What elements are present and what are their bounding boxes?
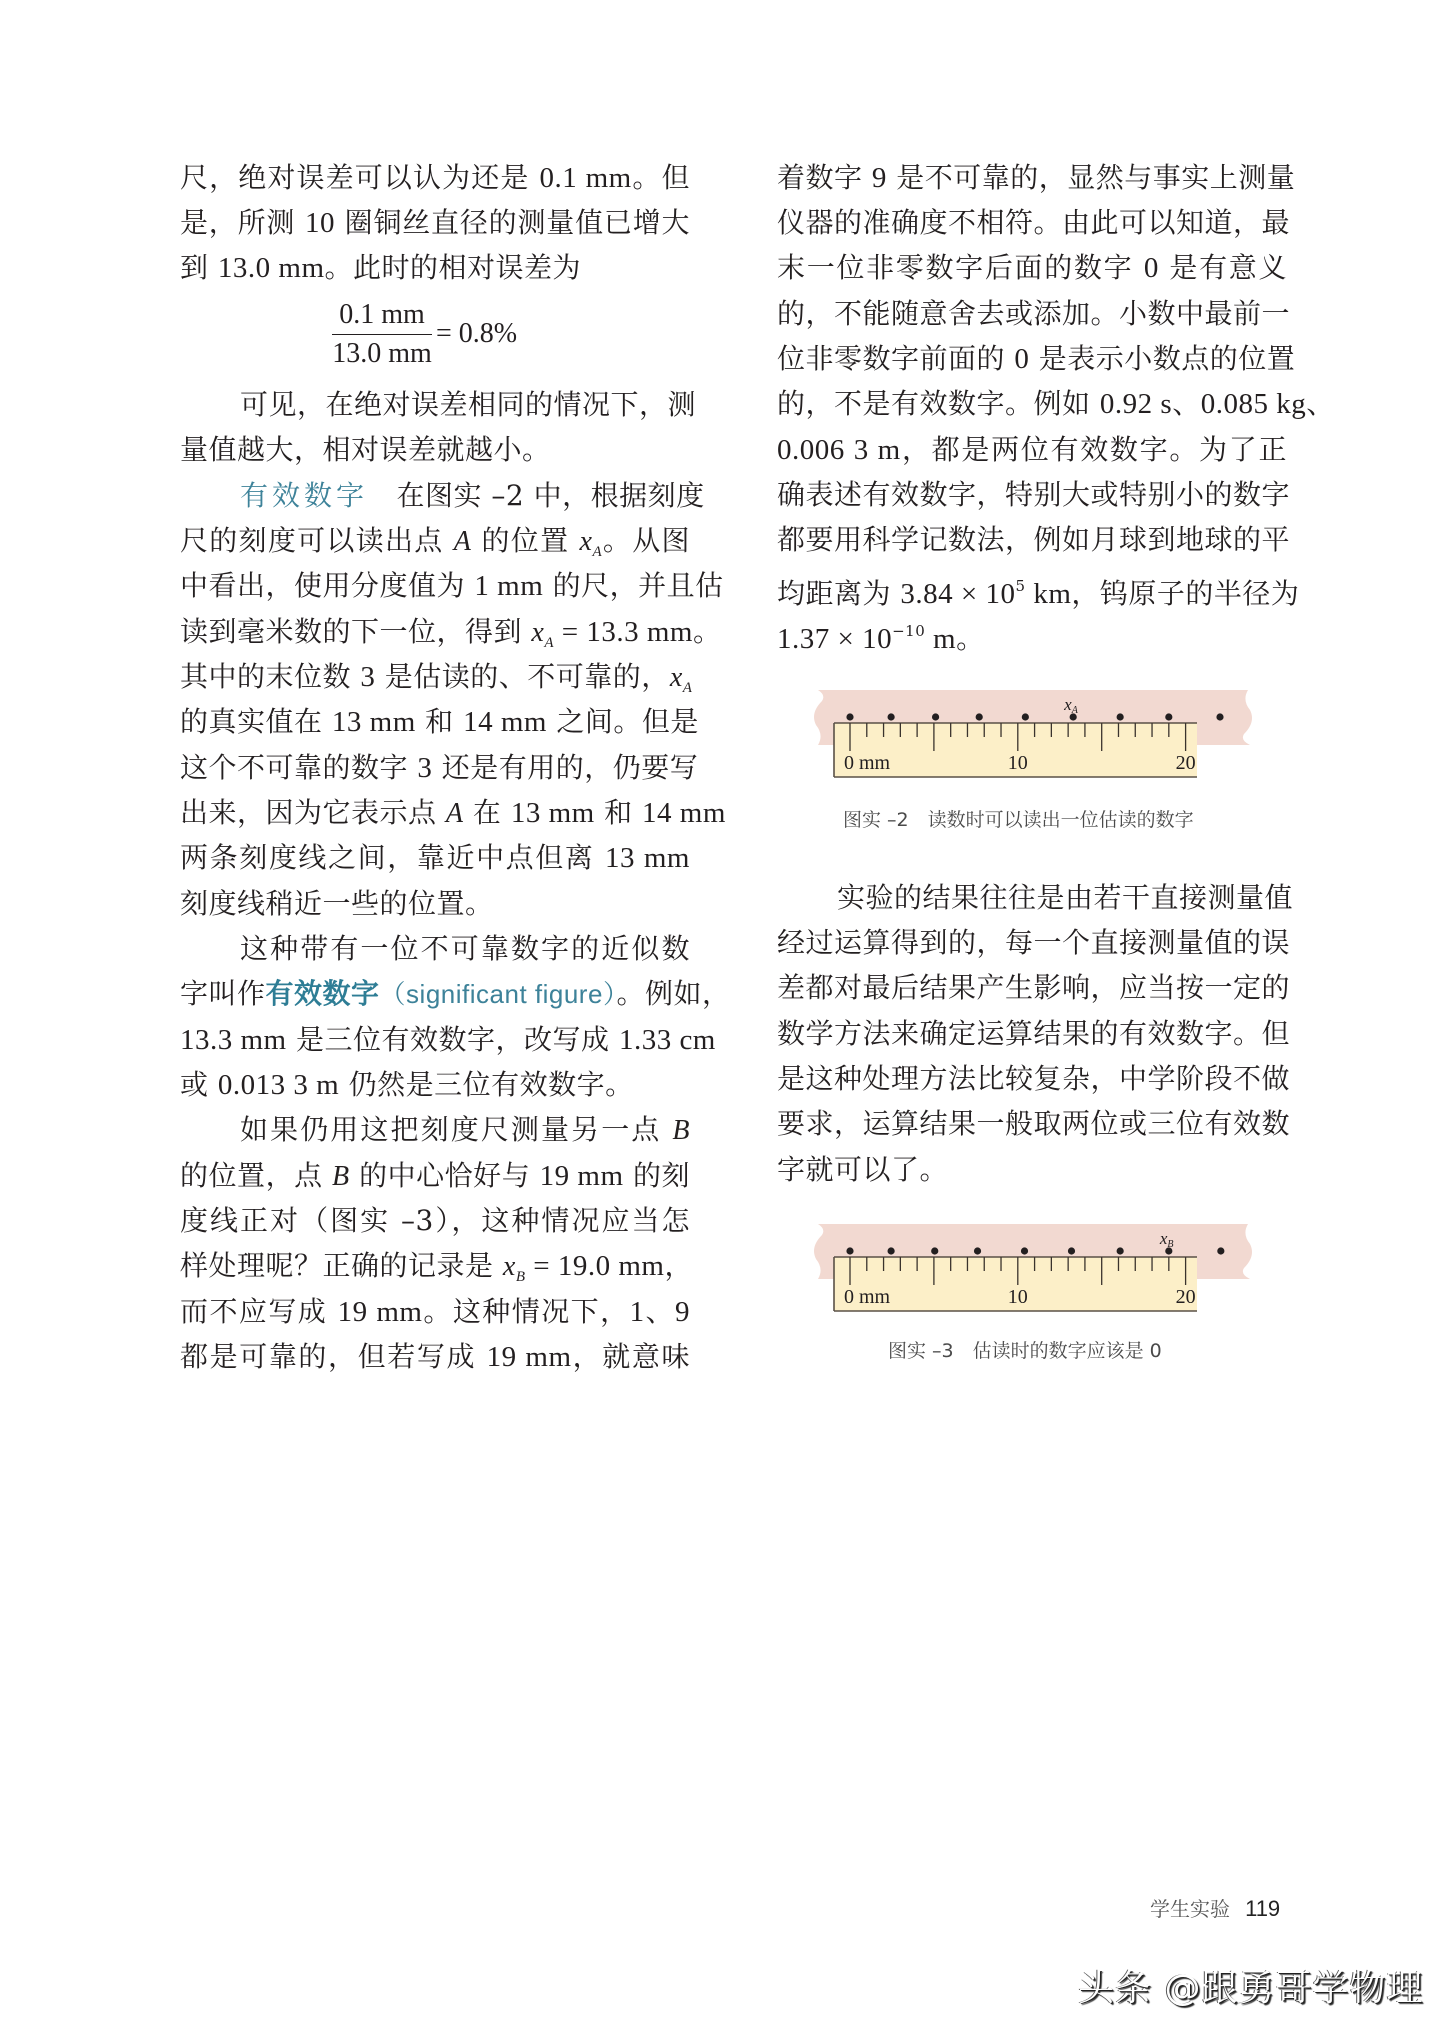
text-line <box>777 156 1296 200</box>
text-line <box>180 474 705 518</box>
text-run: 是，所测 <box>180 206 305 239</box>
text-run: 出来，因为它表示点 <box>180 796 446 829</box>
text-line <box>180 700 699 744</box>
text-run: 13.0 mm <box>217 252 325 284</box>
text-line <box>180 1108 690 1152</box>
text-run: 。例如， <box>616 977 731 1010</box>
text-line <box>180 1063 690 1107</box>
page-footer <box>1150 1893 1280 1922</box>
text-run: 的尺，并且估 <box>543 569 724 602</box>
text-run: 的，不能随意舍去或添加。小数中最前一 <box>777 297 1291 330</box>
text-run: 。从图 <box>602 524 690 557</box>
text-run: x <box>669 662 683 693</box>
text-run: 1.33 cm <box>618 1024 716 1056</box>
text-run: 字就可以了。 <box>777 1153 949 1186</box>
tape-dot <box>846 713 853 720</box>
text-run: 0.92 s <box>1099 388 1173 420</box>
section-label: 学生实验 <box>1150 1897 1230 1921</box>
text-run: 14 mm <box>463 706 547 738</box>
text-line <box>777 473 1291 517</box>
fraction-bar <box>332 334 432 335</box>
text-run: km <box>1025 578 1072 610</box>
text-run: 13 mm <box>605 842 690 874</box>
key-term: 有效数字 <box>240 479 369 512</box>
tick-label: 0 mm <box>844 1286 891 1308</box>
text-run: 0 <box>1143 252 1159 284</box>
text-run: A <box>682 680 693 696</box>
text-run: 。此时的相对误差为 <box>324 251 582 284</box>
text-run: 9 <box>871 162 887 194</box>
text-line <box>180 428 690 472</box>
text-line <box>180 246 690 290</box>
text-run: 这个不可靠的数字 <box>180 751 418 784</box>
text-run: 在图实 –2 中，根据刻度 <box>368 479 705 512</box>
text-run: 数学方法来确定运算结果的有效数字。但 <box>777 1017 1291 1050</box>
fig-3-caption: 图实 –3 估读时的数字应该是 0 <box>888 1340 1162 1362</box>
text-run: 的中心恰好与 <box>349 1159 540 1192</box>
text-line <box>180 156 690 200</box>
text-run: 14 mm <box>642 797 726 829</box>
text-run: 3 <box>360 661 376 693</box>
ruler-diagram <box>810 688 1260 783</box>
text-line <box>180 564 724 608</box>
text-run: 是这种处理方法比较复杂，中学阶段不做 <box>777 1062 1291 1095</box>
tape-dot <box>931 1247 938 1254</box>
text-run: 着数字 <box>777 161 872 194</box>
text-line <box>180 201 690 245</box>
text-run: 。 <box>693 615 722 648</box>
text-run: 都是可靠的，但若写成 <box>180 1340 487 1373</box>
text-run: 位非零数字前面的 <box>777 342 1015 375</box>
tape-dot <box>976 713 983 720</box>
page-number: 119 <box>1245 1896 1281 1921</box>
text-run: significant figure <box>406 979 603 1009</box>
tape-dot <box>1217 1247 1224 1254</box>
text-run: 刻度线稍近一些的位置。 <box>180 887 494 920</box>
text-run: 圈铜丝直径的测量值已增大 <box>334 206 691 239</box>
text-line <box>180 791 726 835</box>
text-line <box>180 972 731 1016</box>
text-line <box>777 382 1335 426</box>
text-line <box>777 246 1287 290</box>
text-run: 的真实值在 <box>180 705 332 738</box>
text-line <box>180 1335 690 1379</box>
text-line <box>180 519 690 563</box>
text-line <box>180 1154 690 1198</box>
text-run: （ <box>379 979 407 1009</box>
text-run: 实验的结果往往是由若干直接测量值 <box>837 881 1294 914</box>
text-line <box>180 383 697 427</box>
fig-2-caption: 图实 –2 读数时可以读出一位估读的数字 <box>843 809 1194 831</box>
text-run: 度线正对（图实 –3），这种情况应当怎 <box>180 1204 690 1237</box>
text-run: 是表示小数点的位置 <box>1029 342 1296 375</box>
text-run: 样处理呢？正确的记录是 <box>180 1249 503 1282</box>
text-line <box>180 882 690 926</box>
text-line <box>777 1012 1291 1056</box>
text-run: ， <box>664 1249 694 1282</box>
tape-dot <box>1068 1247 1075 1254</box>
text-run: 的位置 <box>471 524 580 557</box>
text-run: 0.085 kg <box>1200 388 1307 420</box>
point-label: xB <box>1159 1229 1174 1250</box>
text-run: 如果仍用这把刻度尺测量另一点 <box>240 1113 673 1146</box>
text-run: 这种带有一位不可靠数字的近似数 <box>240 932 690 965</box>
text-line <box>180 655 693 699</box>
tape-dot <box>846 1247 853 1254</box>
tape-dot <box>1117 1247 1124 1254</box>
tape-dot <box>888 713 895 720</box>
text-line <box>180 1290 690 1334</box>
text-run: 仍然是三位有效数字。 <box>339 1068 634 1101</box>
text-line <box>777 292 1291 336</box>
text-line <box>180 1018 716 1062</box>
text-run: 13 mm <box>331 706 416 738</box>
text-run: 0.013 3 m <box>217 1069 340 1101</box>
text-run: 到 <box>180 251 218 284</box>
tape-dot <box>1022 713 1029 720</box>
text-run: ，就意味 <box>571 1340 690 1373</box>
text-line <box>777 1057 1291 1101</box>
text-run: 中看出，使用分度值为 <box>180 569 475 602</box>
text-run: = 13.3 mm <box>554 616 693 648</box>
point-label: xA <box>1064 695 1078 716</box>
tape-dot <box>1117 713 1124 720</box>
tick-label: 20 <box>1175 752 1196 774</box>
text-line <box>777 966 1291 1010</box>
text-run: 量值越大，相对误差就越小。 <box>180 433 551 466</box>
text-run: ） <box>602 979 617 1009</box>
text-run: 13.3 mm <box>180 1024 287 1056</box>
text-run: 0.006 3 m <box>777 434 901 466</box>
text-line <box>777 518 1291 562</box>
tick-label: 10 <box>1007 1286 1028 1308</box>
text-run: 的，不是有效数字。例如 <box>777 387 1100 420</box>
text-run: 13 mm <box>510 797 595 829</box>
tape-dot <box>888 1247 895 1254</box>
text-run: 的位置，点 <box>180 1159 333 1192</box>
text-line <box>777 1148 1287 1192</box>
tick-label: 20 <box>1175 1286 1196 1308</box>
text-run: x <box>502 1251 516 1282</box>
text-run: 是有意义 <box>1158 251 1287 284</box>
text-run: 、 <box>1306 387 1335 420</box>
fig-2-ruler-figure <box>810 688 1260 783</box>
text-run: 是三位有效数字，改写成 <box>286 1023 619 1056</box>
text-run: 在 <box>463 796 511 829</box>
text-line <box>777 609 1287 653</box>
text-run: 而不应写成 <box>180 1295 338 1328</box>
text-run: 3 <box>417 752 433 784</box>
text-run: 还是有用的，仍要写 <box>432 751 699 784</box>
text-run: A <box>445 798 464 829</box>
text-run: 可见，在绝对误差相同的情况下，测 <box>240 388 697 421</box>
text-line <box>777 1102 1291 1146</box>
text-line <box>777 564 1300 610</box>
text-run: B <box>672 1115 690 1146</box>
text-line <box>180 746 699 790</box>
text-run: 仪器的准确度不相符。由此可以知道，最 <box>777 206 1291 239</box>
fig-3-ruler-figure <box>810 1222 1260 1317</box>
key-term: 有效数字 <box>265 977 380 1010</box>
text-run: x <box>531 617 545 648</box>
text-run: 10 <box>304 207 335 239</box>
text-run: 字叫作 <box>180 977 266 1010</box>
tick-label: 10 <box>1007 752 1028 774</box>
text-line <box>180 1244 694 1288</box>
text-run: ，钨原子的半径为 <box>1071 577 1300 610</box>
text-run: 1.37 × 10 <box>777 623 893 655</box>
text-run: 、 <box>1172 387 1201 420</box>
text-line <box>180 836 690 880</box>
text-run: 19 mm <box>337 1296 423 1328</box>
text-line <box>777 876 1294 920</box>
text-run: 读到毫米数的下一位，得到 <box>180 615 532 648</box>
text-run: 和 <box>594 796 643 829</box>
tape-dot <box>1216 713 1223 720</box>
text-run: B <box>332 1161 350 1192</box>
text-run: A <box>544 635 555 651</box>
text-run: 3.84 × 10 <box>900 578 1016 610</box>
text-run: 。这种情况下， <box>422 1295 630 1328</box>
text-run: 。 <box>956 622 985 655</box>
text-run: 之间。但是 <box>546 705 699 738</box>
fraction <box>332 298 432 371</box>
fraction-numerator: 0.1 mm <box>339 299 425 330</box>
tape-dot <box>974 1247 981 1254</box>
text-run: 19 mm <box>486 1341 572 1373</box>
text-line <box>180 610 722 654</box>
text-line <box>777 201 1291 245</box>
fraction-denominator: 13.0 mm <box>332 338 432 369</box>
tape-dot <box>932 713 939 720</box>
text-run: x <box>579 526 593 557</box>
text-run: 差都对最后结果产生影响，应当按一定的 <box>777 971 1291 1004</box>
text-run: 、 <box>644 1295 675 1328</box>
fraction-result: = 0.8% <box>436 318 518 349</box>
text-line <box>180 1199 690 1243</box>
text-run: 0 <box>1014 343 1030 375</box>
ruler-diagram <box>810 1222 1260 1317</box>
tape-dot <box>1165 713 1172 720</box>
text-run: 的刻 <box>623 1159 690 1192</box>
text-run: −10 <box>892 622 926 640</box>
text-run: 和 <box>415 705 464 738</box>
tape-dot <box>1021 1247 1028 1254</box>
text-run: 末一位非零数字后面的数字 <box>777 251 1144 284</box>
text-line <box>180 927 690 971</box>
text-run: m <box>925 623 957 655</box>
text-run: 9 <box>674 1296 690 1328</box>
text-run: A <box>592 544 603 560</box>
text-run: 要求，运算结果一般取两位或三位有效数 <box>777 1107 1291 1140</box>
watermark: 头条 @跟勇哥学物理 <box>1078 1968 1424 2009</box>
text-run: = 19.0 mm <box>525 1250 665 1282</box>
text-run: A <box>453 526 472 557</box>
text-run: 5 <box>1015 577 1026 595</box>
tick-label: 0 mm <box>844 752 891 774</box>
text-run: 均距离为 <box>777 577 901 610</box>
text-run: ，都是两位有效数字。为了正 <box>900 433 1287 466</box>
text-run: 经过运算得到的，每一个直接测量值的误 <box>777 926 1291 959</box>
text-run: 1 <box>629 1296 645 1328</box>
text-run: B <box>515 1269 526 1285</box>
text-run: 或 <box>180 1068 218 1101</box>
text-run: 1 mm <box>474 570 544 602</box>
text-run: 确表述有效数字，特别大或特别小的数字 <box>777 478 1291 511</box>
text-run: 尺，绝对误差可以认为还是 <box>180 161 540 194</box>
text-run: 两条刻度线之间，靠近中点但离 <box>180 841 606 874</box>
text-run: 是不可靠的，显然与事实上测量 <box>886 161 1296 194</box>
text-run: 其中的末位数 <box>180 660 361 693</box>
text-run: 0.1 mm <box>539 162 632 194</box>
text-line <box>777 337 1296 381</box>
text-run: 尺的刻度可以读出点 <box>180 524 454 557</box>
text-run: 19 mm <box>539 1160 624 1192</box>
text-run: 。但 <box>631 161 690 194</box>
text-run: 都要用科学记数法，例如月球到地球的平 <box>777 523 1291 556</box>
text-line <box>777 428 1287 472</box>
text-run: 是估读的、不可靠的， <box>375 660 670 693</box>
text-line <box>777 921 1291 965</box>
